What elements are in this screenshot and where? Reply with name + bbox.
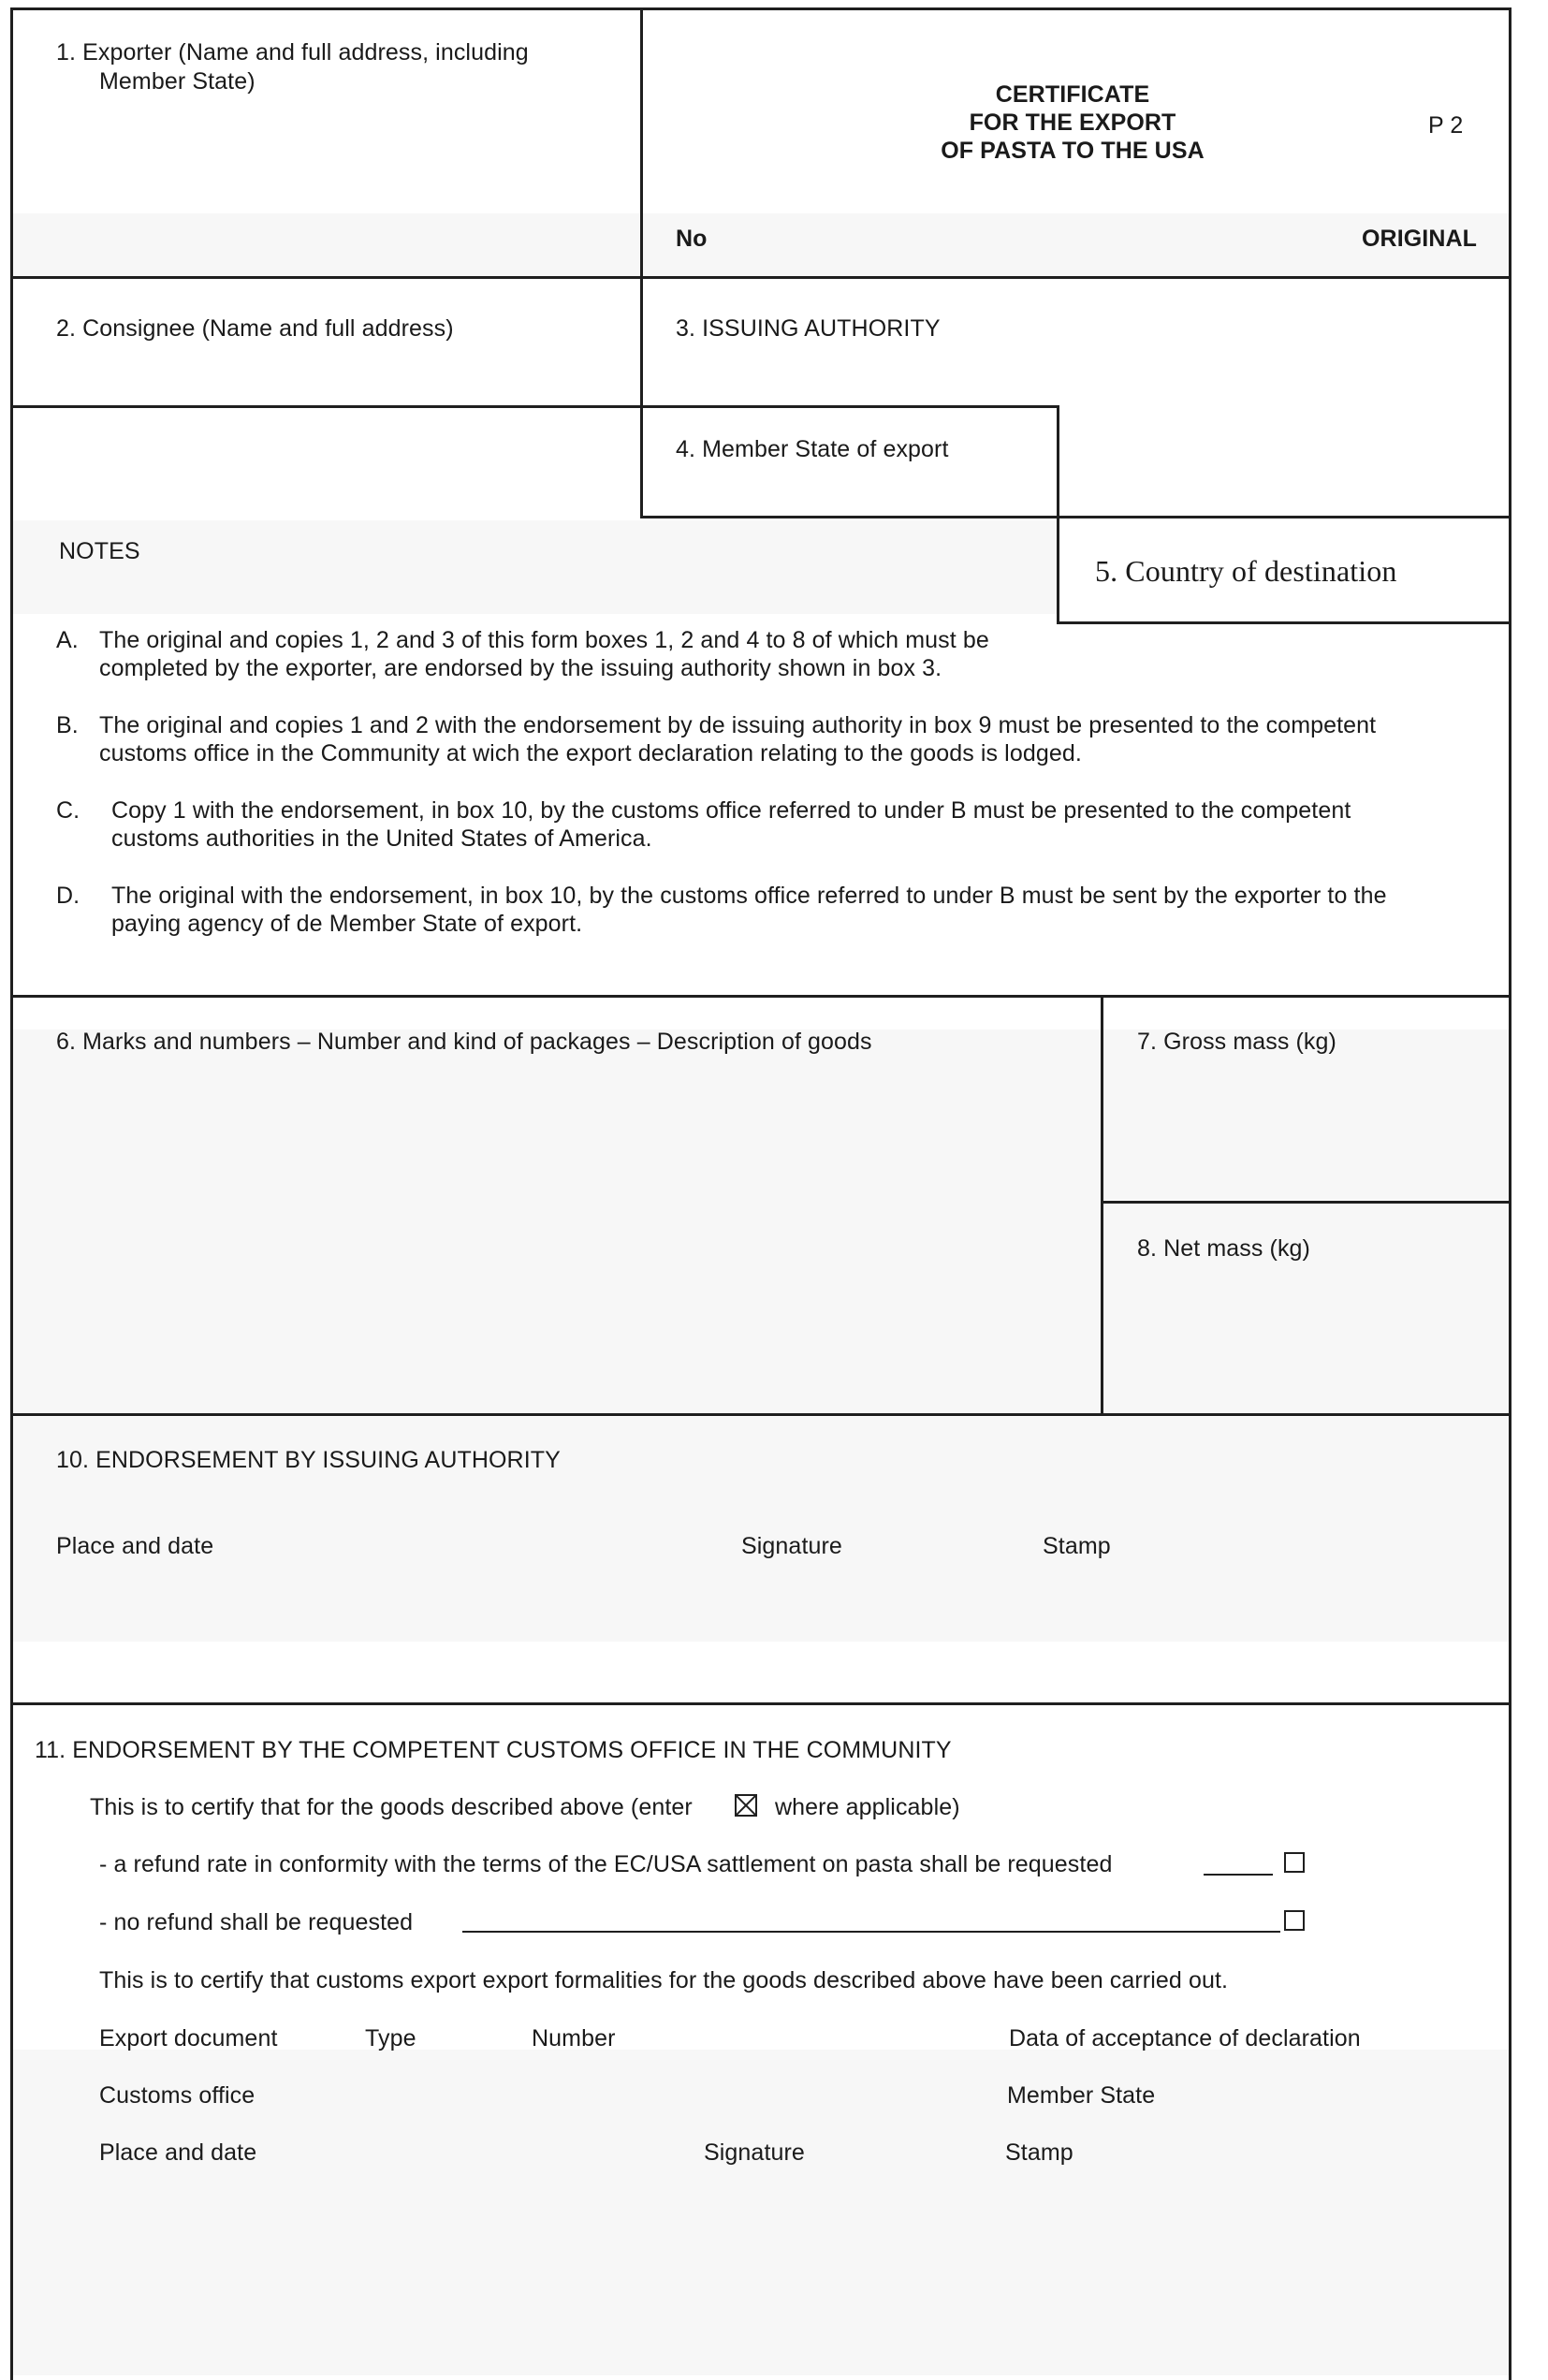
customs-office-label: Customs office xyxy=(99,2082,256,2109)
box10-signature: Signature xyxy=(741,1533,842,1559)
box10-stamp: Stamp xyxy=(1043,1533,1111,1559)
divider-box7-box8 xyxy=(1101,1201,1511,1204)
export-document-label: Export document xyxy=(99,2025,278,2051)
box11-certify-suffix: where applicable) xyxy=(775,1794,960,1820)
box6-label: 6. Marks and numbers – Number and kind of packages – Description of goods xyxy=(56,1029,872,1055)
member-state-label: Member State xyxy=(1007,2082,1156,2109)
box4-label: 4. Member State of export xyxy=(676,436,949,462)
note-a-line2: completed by the exporter, are endorsed by the issuing authority shown in box 3. xyxy=(99,655,942,681)
divider-below-box5 xyxy=(1057,621,1511,624)
notes-background xyxy=(13,520,1059,614)
box1-label-line1: 1. Exporter (Name and full address, including xyxy=(56,39,529,66)
note-b-line1: The original and copies 1 and 2 with the endorsement by de issuing authority in box 9 must be presented to the competent xyxy=(99,712,1377,738)
note-a-line1: The original and copies 1, 2 and 3 of this form boxes 1, 2 and 4 to 8 of which must be xyxy=(99,627,989,653)
divider-box6-box7 xyxy=(1101,995,1103,1416)
note-b-letter: B. xyxy=(56,712,79,738)
copy-type-label: ORIGINAL xyxy=(1362,226,1478,252)
box11-signature: Signature xyxy=(704,2139,805,2166)
box7-label: 7. Gross mass (kg) xyxy=(1137,1029,1336,1055)
crossed-box-icon xyxy=(735,1794,757,1817)
divider-box4-box5 xyxy=(1057,405,1059,624)
no-refund-option: - no refund shall be requested xyxy=(99,1909,414,1935)
note-c-line2: customs authorities in the United States of America. xyxy=(111,825,652,852)
certificate-title-line2: FOR THE EXPORT xyxy=(969,110,1176,136)
acceptance-date-label: Data of acceptance of declaration xyxy=(1009,2025,1361,2051)
note-d-line1: The original with the endorsement, in box 10, by the customs office referred to under B must be sent by the exporter to the xyxy=(111,883,1387,909)
certificate-title-line1: CERTIFICATE xyxy=(995,81,1150,108)
divider-above-box11 xyxy=(10,1702,1511,1705)
note-c-line1: Copy 1 with the endorsement, in box 10, by the customs office referred to under B must be presented to the competent xyxy=(111,797,1351,824)
no-refund-checkbox[interactable] xyxy=(1284,1910,1305,1931)
box3-label: 3. ISSUING AUTHORITY xyxy=(676,315,941,342)
box11-place-date: Place and date xyxy=(99,2139,257,2166)
certificate-title-line3: OF PASTA TO THE USA xyxy=(941,138,1205,164)
note-c-letter: C. xyxy=(56,797,80,824)
box10-place-date: Place and date xyxy=(56,1533,214,1559)
box8-label: 8. Net mass (kg) xyxy=(1137,1235,1310,1262)
border-right xyxy=(1509,7,1511,2380)
box6-background xyxy=(13,1029,1101,1413)
refund-requested-checkbox[interactable] xyxy=(1284,1852,1305,1873)
document-number-label: Number xyxy=(532,2025,616,2051)
divider-below-box4 xyxy=(640,516,1511,518)
box5-label: 5. Country of destination xyxy=(1095,554,1397,588)
box11-certify-formalities: This is to certify that customs export export formalities for the goods described above have been carried out. xyxy=(99,1967,1229,1993)
refund-requested-option: - a refund rate in conformity with the terms of the EC/USA sattlement on pasta shall be requested xyxy=(99,1851,1113,1877)
refund-requested-underline xyxy=(1204,1874,1273,1876)
certificate-number-label: No xyxy=(676,226,708,252)
divider-above-box6 xyxy=(10,995,1511,998)
note-a-letter: A. xyxy=(56,627,79,653)
box1-background xyxy=(13,213,640,277)
box10-heading: 10. ENDORSEMENT BY ISSUING AUTHORITY xyxy=(56,1447,561,1473)
divider-below-box1 xyxy=(10,276,1511,279)
box11-heading: 11. ENDORSEMENT BY THE COMPETENT CUSTOMS OFFICE IN THE COMMUNITY xyxy=(35,1737,952,1763)
page-code: P 2 xyxy=(1428,112,1464,139)
divider-below-box2 xyxy=(10,405,1059,408)
note-d-line2: paying agency of de Member State of export. xyxy=(111,911,583,937)
note-b-line2: customs office in the Community at wich the export declaration relating to the goods is lodged. xyxy=(99,740,1082,767)
box2-label: 2. Consignee (Name and full address) xyxy=(56,315,454,342)
notes-heading: NOTES xyxy=(59,538,140,564)
box1-label-line2: Member State) xyxy=(99,68,256,95)
box11-certify-prefix: This is to certify that for the goods described above (enter xyxy=(90,1794,693,1820)
no-refund-underline xyxy=(462,1931,1280,1933)
box11-stamp: Stamp xyxy=(1005,2139,1073,2166)
divider-above-box10 xyxy=(10,1413,1511,1416)
divider-box1-header xyxy=(640,7,643,518)
border-left xyxy=(10,7,13,2380)
document-type-label: Type xyxy=(365,2025,416,2051)
border-top xyxy=(10,7,1511,10)
note-d-letter: D. xyxy=(56,883,80,909)
